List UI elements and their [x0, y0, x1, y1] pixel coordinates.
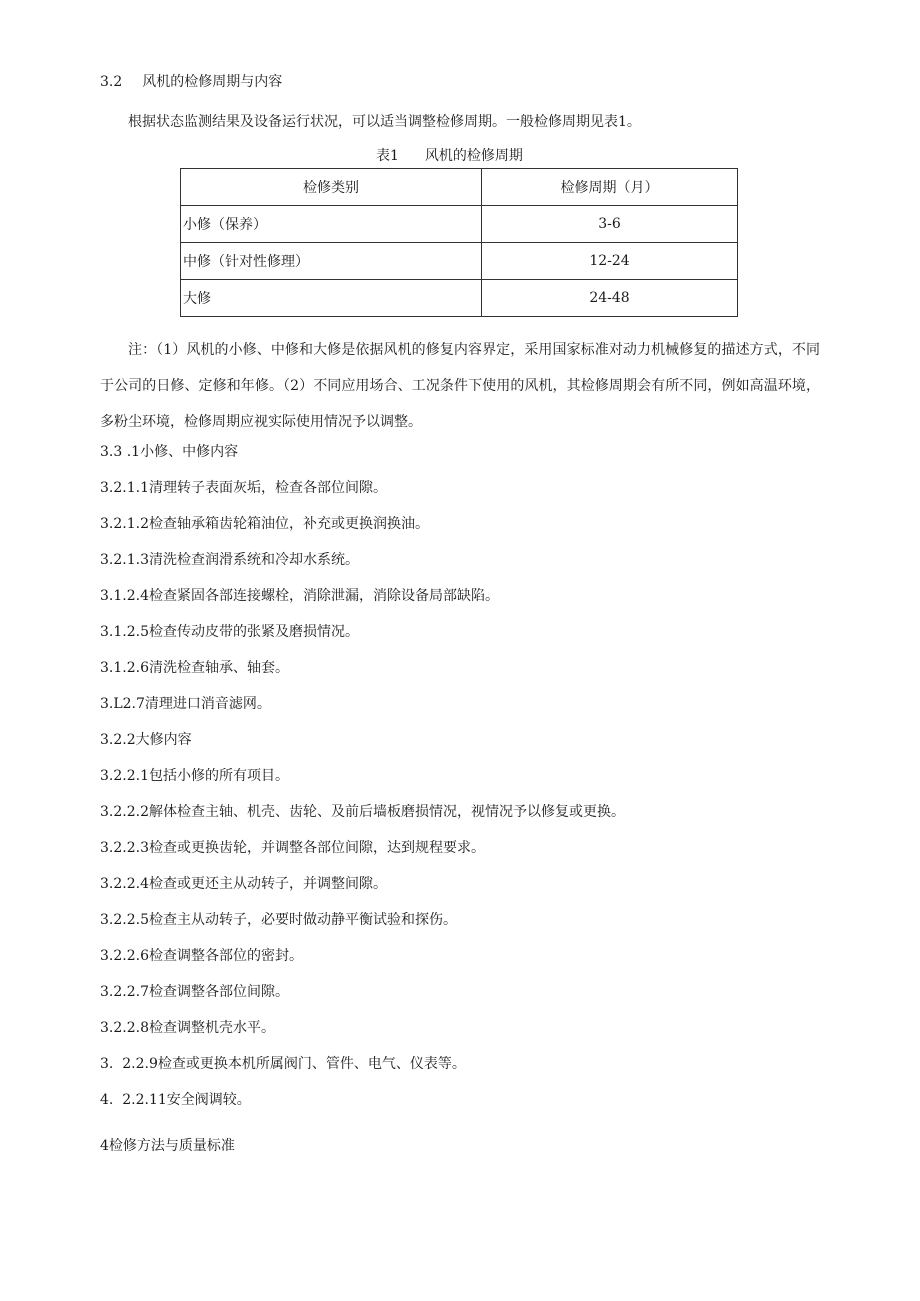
list-item: 3.2.1.1清理转子表面灰垢，检查各部位间隙。: [100, 480, 387, 496]
list-item: 3. 2.2.9检查或更换本机所属阀门、管件、电气、仪表等。: [100, 1056, 466, 1072]
table-header-row: [181, 169, 738, 206]
list-item: 3.2.2.8检查调整机壳水平。: [100, 1020, 275, 1036]
table-note: 注：（1）风机的小修、中修和大修是依据风机的修复内容界定，采用国家标准对动力机械修复的描述方式，不同于公司的日修、定修和年修。（2）不同应用场合、工况条件下使用的风机，其检修周期会有所不同，例如高温环境，多粉尘环境，检修周期应视实际使用情况予以调整。: [100, 342, 820, 430]
table-caption-title: 风机的检修周期: [424, 148, 523, 164]
cell-period: 3-6: [482, 206, 738, 243]
section-heading: [100, 72, 282, 92]
cell-type: 大修: [181, 280, 482, 317]
list-item: 3.2.2.6检查调整各部位的密封。: [100, 948, 303, 964]
cell-period: 24-48: [482, 280, 738, 317]
list-item: 3.1.2.6清洗检查轴承、轴套。: [100, 660, 289, 676]
column-header-period: 检修周期（月）: [482, 169, 738, 206]
cell-type: 小修（保养）: [181, 206, 482, 243]
list-item: 3.2.1.2检查轴承箱齿轮箱油位，补充或更换润换油。: [100, 516, 429, 532]
table-row: [181, 280, 738, 317]
list-item: 3.2.2大修内容: [100, 732, 192, 748]
maintenance-cycle-table: [180, 168, 738, 317]
list-item: 3.2.1.3清洗检查润滑系统和冷却水系统。: [100, 552, 359, 568]
column-header-type: 检修类别: [181, 169, 482, 206]
list-item: 3.L2.7清理进口消音滤网。: [100, 696, 271, 712]
table-row: [181, 243, 738, 280]
intro-paragraph: 根据状态监测结果及设备运行状况，可以适当调整检修周期。一般检修周期见表1。: [128, 114, 641, 130]
section-4-heading: 4检修方法与质量标准: [100, 1138, 235, 1154]
list-item: 3.3 .1小修、中修内容: [100, 444, 239, 460]
table-row: [181, 206, 738, 243]
list-item: 3.1.2.5检查传动皮带的张紧及磨损情况。: [100, 624, 359, 640]
section-title: 风机的检修周期与内容: [142, 74, 283, 90]
list-item: 3.1.2.4检查紧固各部连接螺栓，消除泄漏，消除设备局部缺陷。: [100, 588, 499, 604]
list-item: 3.2.2.4检查或更还主从动转子，并调整间隙。: [100, 876, 387, 892]
list-item: 3.2.2.7检查调整各部位间隙。: [100, 984, 289, 1000]
list-item: 3.2.2.3检查或更换齿轮，并调整各部位间隙，达到规程要求。: [100, 840, 485, 856]
table-caption: [376, 146, 523, 166]
list-item: 3.2.2.1包括小修的所有项目。: [100, 768, 289, 784]
cell-type: 中修（针对性修理）: [181, 243, 482, 280]
list-item: 3.2.2.2解体检查主轴、机壳、齿轮、及前后墙板磨损情况，视情况予以修复或更换。: [100, 804, 625, 820]
list-item: 4. 2.2.11安全阀调较。: [100, 1092, 251, 1108]
cell-period: 12-24: [482, 243, 738, 280]
section-number: 3.2: [100, 74, 123, 90]
list-item: 3.2.2.5检查主从动转子，必要时做动静平衡试验和探伤。: [100, 912, 457, 928]
table-caption-number: 表1: [376, 148, 399, 164]
